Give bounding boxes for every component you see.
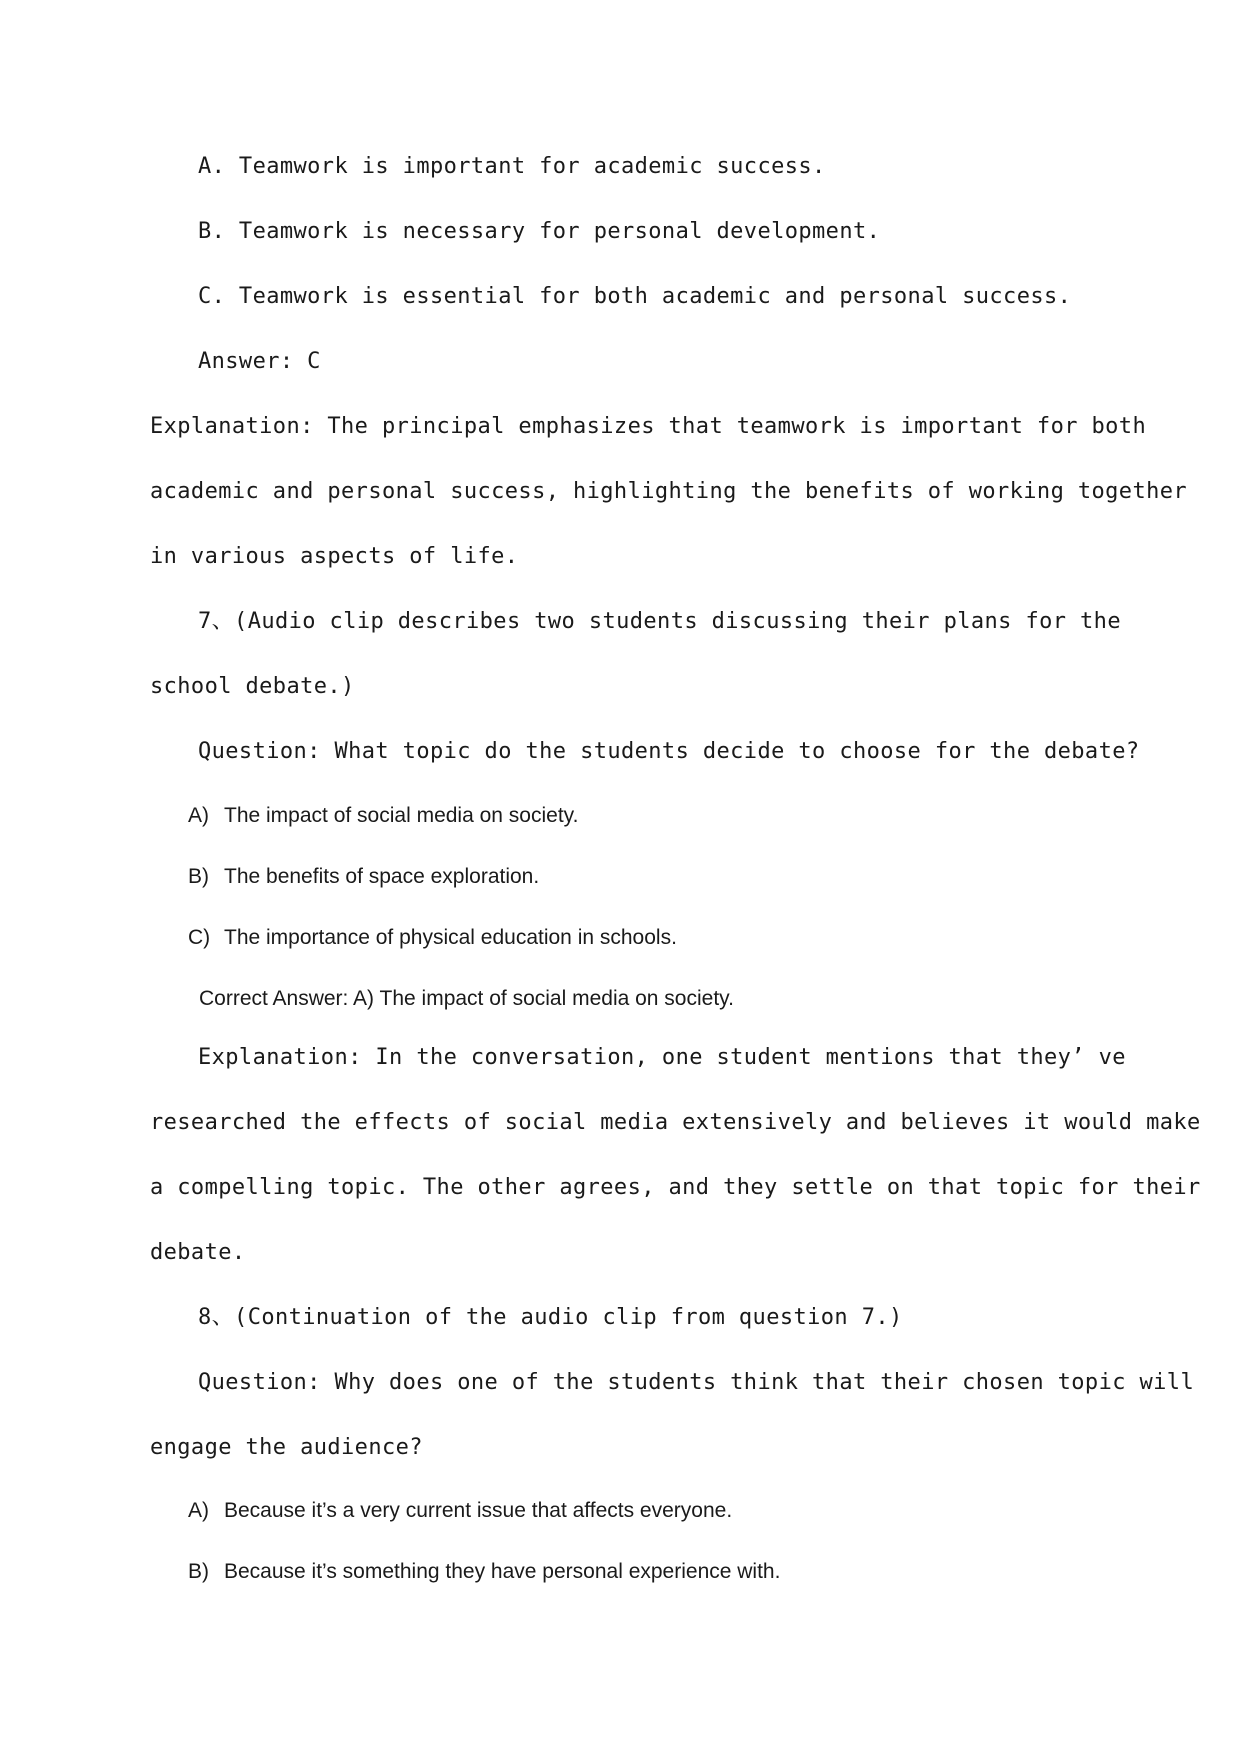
q7-intro-line-2: school debate.) [150, 674, 355, 699]
q7-explanation-line-1: Explanation: In the conversation, one student mentions that they’ ve [198, 1045, 1126, 1070]
q7-explanation-line-3: a compelling topic. The other agrees, and they settle on that topic for their [150, 1175, 1201, 1200]
q7-intro-line-1: 7、(Audio clip describes two students discussing their plans for the [198, 609, 1121, 634]
q6-explanation-line-2: academic and personal success, highlighting the benefits of working together [150, 479, 1188, 504]
q7-question: Question: What topic do the students decide to choose for the debate? [198, 739, 1140, 764]
q6-option-a: A. Teamwork is important for academic success. [198, 154, 826, 179]
q7-option-a-text: The impact of social media on society. [224, 804, 579, 827]
q7-option-b-text: The benefits of space exploration. [224, 865, 540, 888]
q8-option-a-label: A) [188, 1499, 209, 1522]
q7-option-b-label: B) [188, 865, 209, 888]
q8-option-b-label: B) [188, 1560, 209, 1583]
q8-option-a-text: Because it’s a very current issue that affects everyone. [224, 1499, 733, 1522]
q8-option-a [188, 1500, 732, 1521]
q7-correct-answer: Correct Answer: A) The impact of social media on society. [199, 987, 734, 1010]
q6-option-b: B. Teamwork is necessary for personal development. [198, 219, 881, 244]
q8-intro: 8、(Continuation of the audio clip from question 7.) [198, 1305, 903, 1330]
q7-option-c-text: The importance of physical education in schools. [224, 926, 677, 949]
q6-answer: Answer: C [198, 349, 321, 374]
q8-question-line-2: engage the audience? [150, 1435, 423, 1460]
q6-explanation-line-3: in various aspects of life. [150, 544, 519, 569]
q7-option-c-label: C) [188, 926, 211, 949]
q7-explanation-line-4: debate. [150, 1240, 246, 1265]
q6-option-c: C. Teamwork is essential for both academic and personal success. [198, 284, 1072, 309]
q8-question-line-1: Question: Why does one of the students think that their chosen topic will [198, 1370, 1195, 1395]
q8-option-b [188, 1561, 780, 1582]
q6-explanation-line-1: Explanation: The principal emphasizes that teamwork is important for both [150, 414, 1147, 439]
q8-option-b-text: Because it’s something they have personal experience with. [224, 1560, 781, 1583]
q7-option-a-label: A) [188, 804, 209, 827]
q7-option-b [188, 866, 539, 887]
q7-option-a [188, 805, 578, 826]
q7-explanation-line-2: researched the effects of social media extensively and believes it would make [150, 1110, 1201, 1135]
q7-option-c [188, 927, 677, 948]
